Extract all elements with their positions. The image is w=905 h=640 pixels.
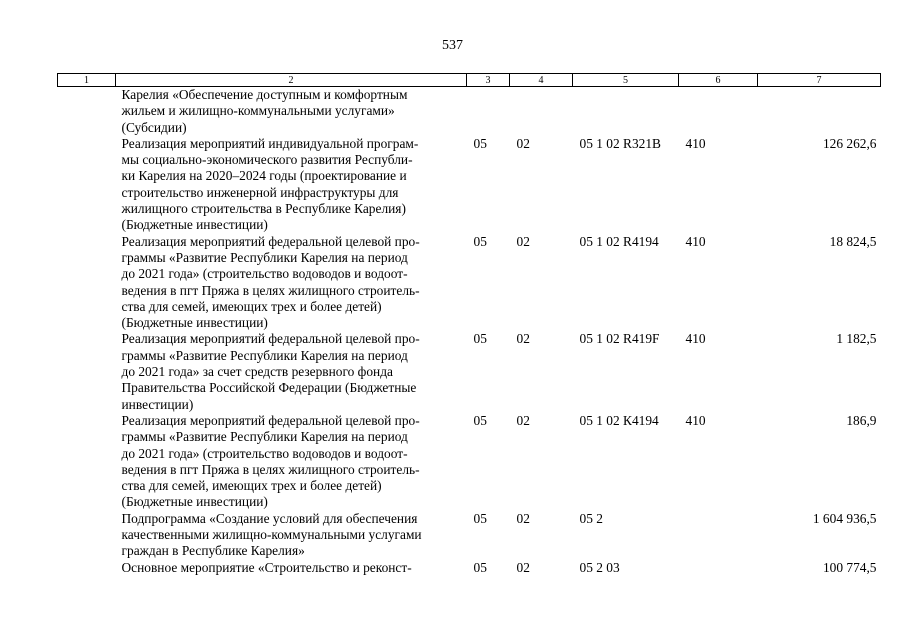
row-description [116,511,467,560]
description-line: Карелия «Обеспечение доступным и комфортным [121,87,408,102]
row-col-1-empty [58,136,116,234]
description-line: граммы «Развитие Республики Карелия на период [121,249,408,265]
description-line: Реализация мероприятий индивидуальной програм- [121,135,419,151]
row-amount: 1 604 936,5 [812,510,877,526]
description-line: ства для семей, имеющих трех и более детей) [121,478,382,494]
description-line: качественными жилищно-коммунальными услугами [121,527,422,543]
row-col-1-empty [58,511,116,560]
description-line: до 2021 года» за счет средств резервного фонда [121,364,393,380]
row-description [116,331,467,412]
row-amount: 1 182,5 [836,331,877,347]
row-expense-type-code: 410 [685,135,706,151]
budget-table [57,73,881,576]
budget-table-container [57,73,880,576]
row-subsection-code: 02 [516,412,530,428]
description-line: до 2021 года» (строительство водоводов и водоот- [121,266,408,282]
description-line: граммы «Развитие Республики Карелия на период [121,347,408,363]
description-line: ведения в пгт Пряжа в целях жилищного строитель- [121,282,420,298]
col-header-4: 4 [510,74,573,87]
row-target-article-code: 05 2 03 [579,559,620,575]
row-expense-type-code [679,511,758,560]
row-expense-type-code [679,87,758,136]
row-expense-type-code: 410 [685,412,706,428]
row-expense-type-code: 410 [685,233,706,249]
col-header-1: 1 [58,74,116,87]
description-line: жилищного строительства в Республике Карелия) [121,201,406,217]
description-line: граждан в Республике Карелия» [121,543,305,559]
description-line: (Бюджетные инвестиции) [121,494,268,510]
description-line: Правительства Российской Федерации (Бюджетные [121,380,417,396]
row-target-article-code: 05 1 02 К4194 [579,412,659,428]
row-section-code: 05 [473,331,487,347]
description-line: Реализация мероприятий федеральной целевой про- [121,233,420,249]
row-target-article-code: 05 2 [579,510,603,526]
row-amount: 126 262,6 [822,135,877,151]
row-amount: 18 824,5 [829,233,877,249]
row-section-code [467,87,510,136]
table-row [58,234,881,332]
row-subsection-code: 02 [516,331,530,347]
row-description [116,413,467,511]
col-header-3: 3 [467,74,510,87]
row-target-article-code: 05 1 02 R321В [579,135,661,151]
description-line: граммы «Развитие Республики Карелия на период [121,429,408,445]
col-header-5: 5 [573,74,679,87]
row-col-1-empty [58,560,116,576]
description-line: (Субсидии) [121,119,187,135]
description-line: ства для семей, имеющих трех и более детей) [121,298,382,314]
table-row [58,331,881,412]
col-header-2: 2 [116,74,467,87]
table-row [58,87,881,136]
row-target-article-code [573,87,679,136]
description-line: мы социально-экономического развития Республи- [121,152,413,168]
row-amount: 186,9 [846,412,877,428]
row-section-code: 05 [473,412,487,428]
row-description [116,87,467,136]
description-line: Подпрограмма «Создание условий для обеспечения [121,510,418,526]
table-row [58,413,881,511]
row-section-code: 05 [473,510,487,526]
description-line: (Бюджетные инвестиции) [121,315,268,331]
description-line: до 2021 года» (строительство водоводов и водоот- [121,445,408,461]
description-line: Основное мероприятие «Строительство и реконст- [121,559,412,575]
description-line: ки Карелия на 2020–2024 годы (проектирование и [121,168,407,184]
description-line: строительство инженерной инфраструктуры для [121,184,399,200]
table-row [58,136,881,234]
description-line: Реализация мероприятий федеральной целевой про- [121,412,420,428]
row-target-article-code: 05 1 02 R4194 [579,233,659,249]
page-number: 537 [442,38,463,53]
row-section-code: 05 [473,559,487,575]
description-line: жильем и жилищно-коммунальными услугами» [121,103,395,119]
row-section-code: 05 [473,135,487,151]
row-section-code: 05 [473,233,487,249]
row-subsection-code: 02 [516,510,530,526]
row-subsection-code: 02 [516,233,530,249]
row-col-1-empty [58,234,116,332]
row-amount [758,87,881,136]
row-description [116,234,467,332]
row-subsection-code [510,87,573,136]
description-line: (Бюджетные инвестиции) [121,217,268,233]
col-header-6: 6 [679,74,758,87]
row-col-1-empty [58,413,116,511]
col-header-7: 7 [758,74,881,87]
table-row [58,511,881,560]
row-expense-type-code: 410 [685,331,706,347]
table-body [58,87,881,576]
row-amount: 100 774,5 [822,559,877,575]
row-subsection-code: 02 [516,135,530,151]
description-line: инвестиции) [121,396,194,412]
description-line: ведения в пгт Пряжа в целях жилищного строитель- [121,461,420,477]
column-number-header [58,74,881,87]
row-target-article-code: 05 1 02 R419F [579,331,660,347]
row-description [116,136,467,234]
row-description [116,560,467,576]
table-row [58,560,881,576]
row-expense-type-code [679,560,758,576]
description-line: Реализация мероприятий федеральной целевой про- [121,331,420,347]
row-col-1-empty [58,331,116,412]
row-subsection-code: 02 [516,559,530,575]
row-col-1-empty [58,87,116,136]
